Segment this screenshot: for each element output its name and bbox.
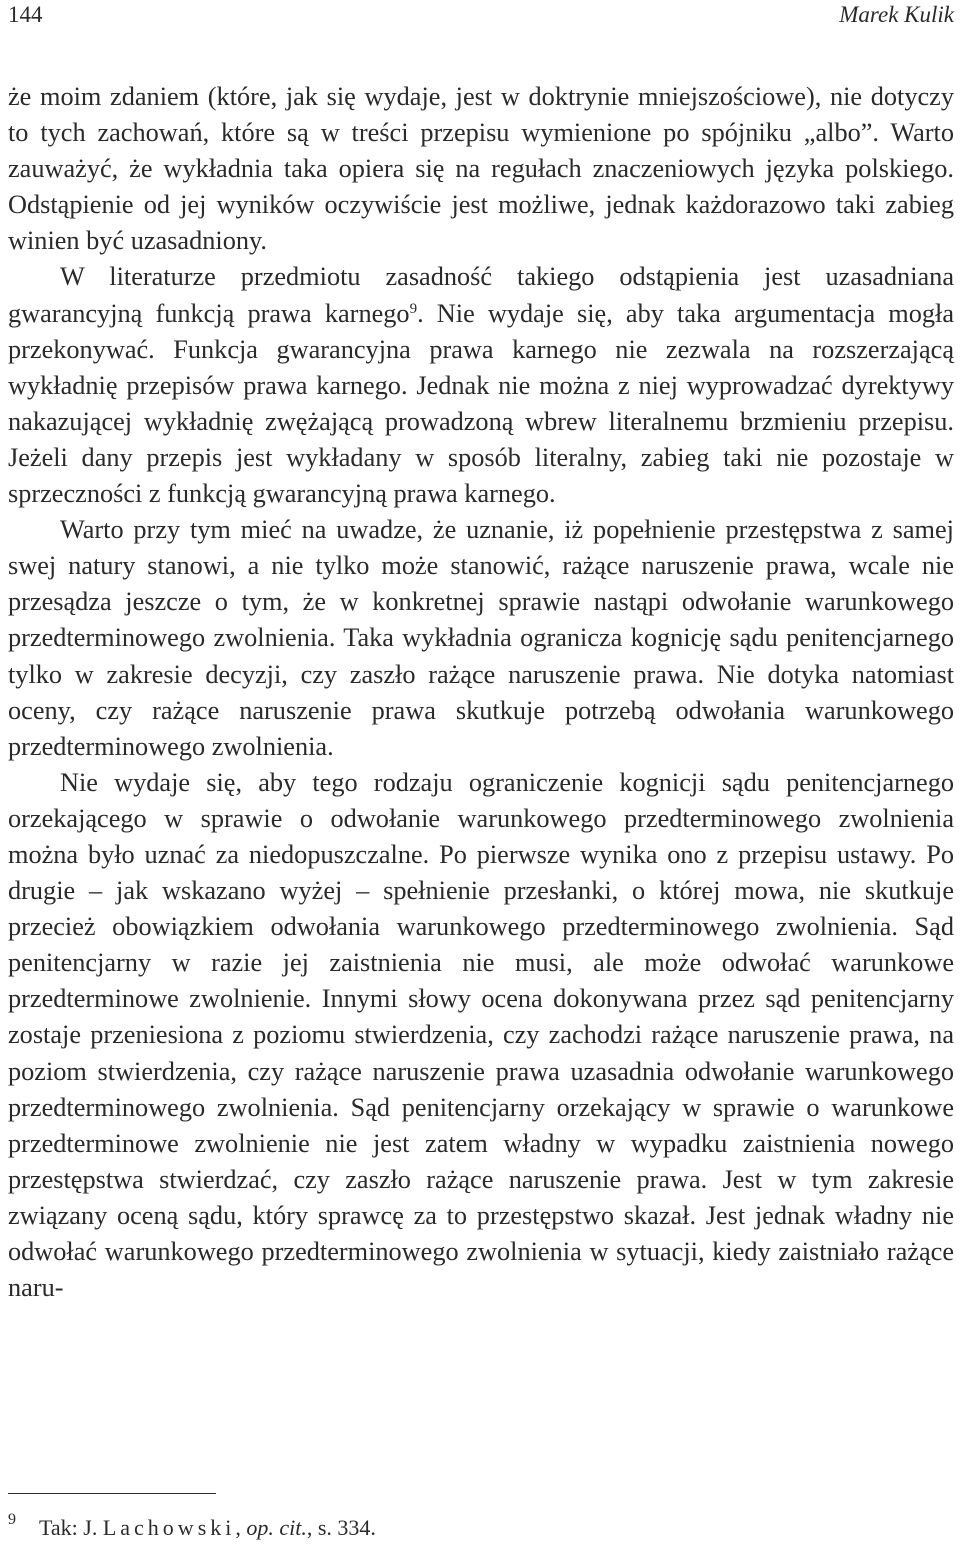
footnote-prefix: Tak: J. bbox=[39, 1515, 103, 1540]
paragraph bbox=[8, 765, 954, 1306]
paragraph bbox=[8, 259, 954, 512]
paragraph-text: W literaturze przedmiotu zasadność takiego odstąpienia jest uzasadniana gwarancyjną funkcją prawa karnego bbox=[8, 262, 954, 328]
document-page bbox=[8, 0, 954, 1544]
page-number: 144 bbox=[8, 2, 43, 27]
body-text bbox=[8, 79, 954, 1306]
running-head bbox=[8, 2, 954, 36]
footnote-text bbox=[39, 1514, 376, 1542]
footnote-separator bbox=[8, 1493, 216, 1494]
paragraph-continuation bbox=[8, 79, 954, 259]
footnote-suffix: , s. 334. bbox=[306, 1515, 376, 1540]
paragraph-text: Warto przy tym mieć na uwadze, że uznanie, iż popełnienie przestępstwa z samej swej natury stanowi, a nie tylko może stanowić, rażące naruszenie prawa, wcale nie przesądza jeszcze o tym, że w konkretnej sprawie nastąpi odwołanie warunkowego przedterminowego zwolnienia. Taka wykładnia ogranicza kognicję sądu penitencjarnego tylko w zakresie decyzji, czy zaszło rażące naruszenie prawa. Nie dotyka natomiast oceny, czy rażące naruszenie prawa skutkuje potrzebą odwołania warunkowego przedterminowego zwolnienia. bbox=[8, 515, 954, 761]
footnote-op-cit: op. cit. bbox=[246, 1515, 307, 1540]
paragraph-text: Nie wydaje się, aby tego rodzaju ograniczenie kognicji sądu penitencjarnego orzekającego w sprawie o odwołanie warunkowego przedterminowego zwolnienia można było uznać za niedopuszczalne. Po pierwsze wynika ono z przepisu ustawy. Po drugie – jak wskazano wyżej – spełnienie przesłanki, o której mowa, nie skutkuje przecież obowiązkiem odwołania warunkowego przedterminowego zwolnienia. Sąd penitencjarny w razie jej zaistnienia nie musi, ale może odwołać warunkowe przedterminowe zwolnienie. Innymi słowy ocena dokonywana przez sąd penitencjarny zostaje przeniesiona z poziomu stwierdzenia, czy zachodzi rażące naruszenie prawa, na poziom stwierdzenia, czy rażące naruszenie prawa uzasadnia odwołanie warunkowego przedterminowego zwolnienia. Sąd penitencjarny orzekający w sprawie o warunkowe przedterminowe zwolnienie nie jest zatem władny w wypadku zaistnienia nowego przestępstwa stwierdzać, czy zaszło rażące naruszenie prawa. Jest w tym zakresie związany oceną sądu, który sprawcę za to przestępstwo skazał. Jest jednak władny nie odwołać warunkowego przedterminowego zwolnienia w sytuacji, kiedy zaistniało rażące naru- bbox=[8, 767, 954, 1303]
footnote-number: 9 bbox=[8, 1511, 16, 1528]
paragraph bbox=[8, 512, 954, 765]
footnote-separator-text: , bbox=[235, 1515, 247, 1540]
paragraph-text: . Nie wydaje się, aby taka argumentacja mogła przekonywać. Funkcja gwarancyjna prawa karnego nie zezwala na rozszerzającą wykładnię przepisów prawa karnego. Jednak nie można z niej wyprowadzać dyrektywy nakazującej wykładnię zwężającą prowadzoną wbrew literalnemu brzmieniu przepisu. Jeżeli dany przepis jest wykładany w sposób literalny, zabieg taki nie pozostaje w sprzeczności z funkcją gwarancyjną prawa karnego. bbox=[8, 298, 954, 509]
paragraph-text: że moim zdaniem (które, jak się wydaje, jest w doktrynie mniejszościowe), nie dotyczy to tych zachowań, które są w treści przepisu wymienione po spójniku „albo”. Warto zauważyć, że wykładnia taka opiera się na regułach znaczeniowych języka polskiego. Odstąpienie od jej wyników oczywiście jest możliwe, jednak każdorazowo taki zabieg winien być uzasadniony. bbox=[8, 82, 954, 256]
running-head-author: Marek Kulik bbox=[839, 2, 954, 27]
footnote-cited-author: Lachowski bbox=[102, 1515, 236, 1540]
footnote-reference[interactable]: 9 bbox=[409, 300, 418, 317]
